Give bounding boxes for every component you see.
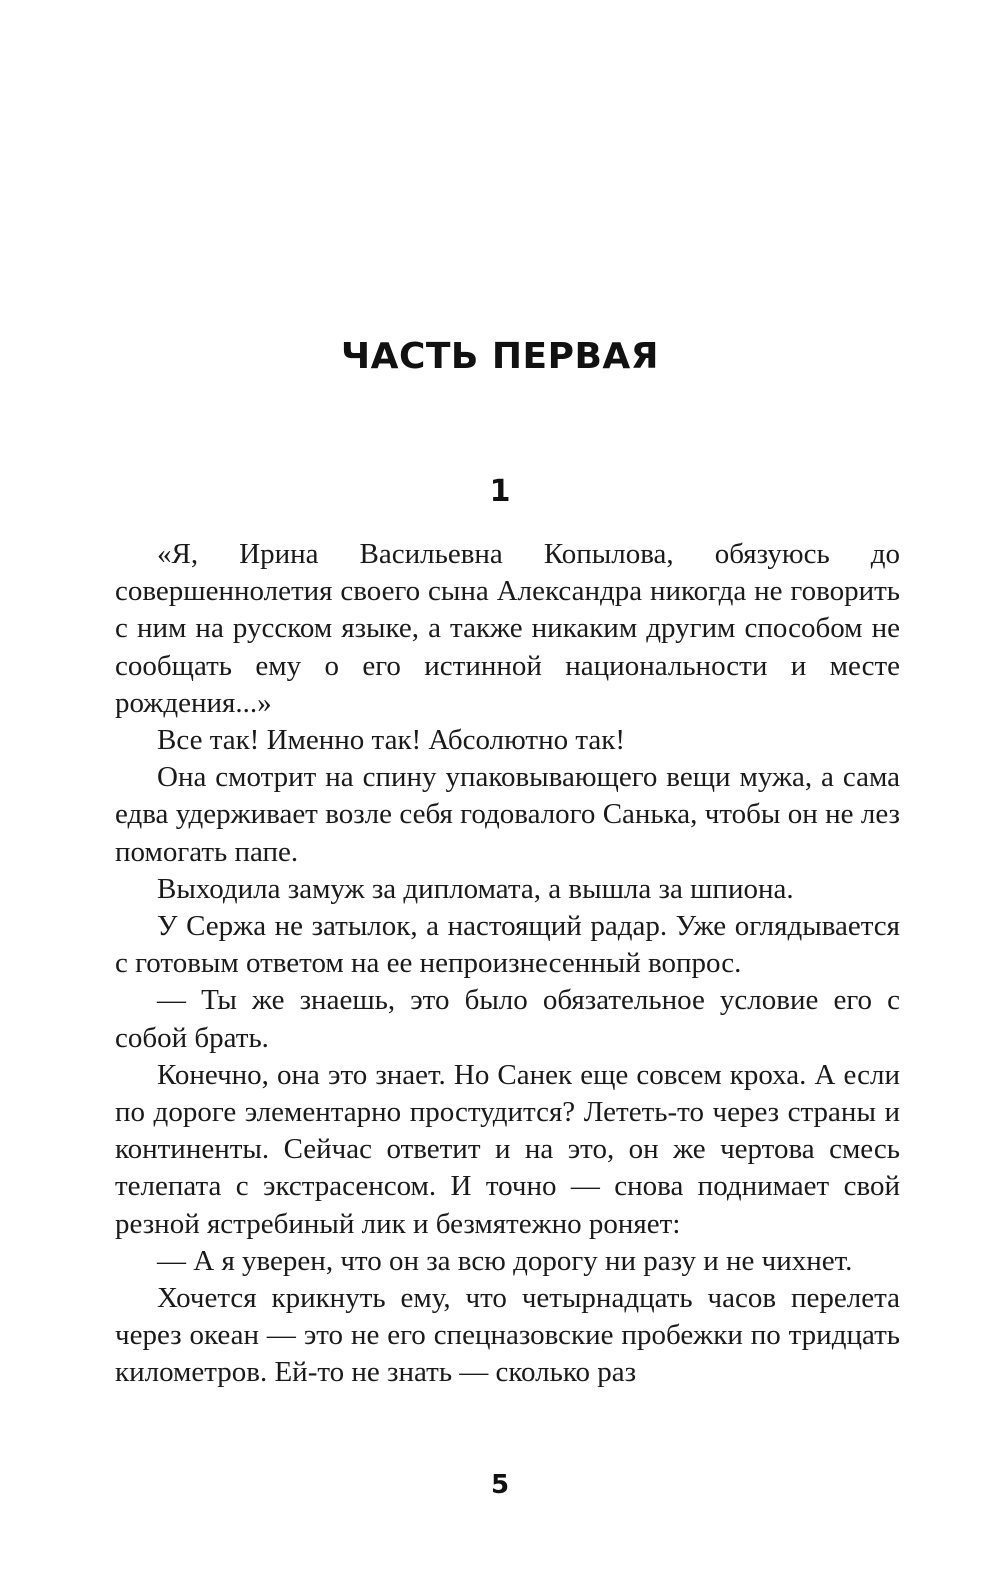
paragraph-5: У Сержа не затылок, а настоящий радар. Уже оглядывается с готовым ответом на ее непроизнесенный вопрос. — [115, 910, 900, 980]
paragraph-2: Все так! Именно так! Абсолютно так! — [157, 724, 625, 757]
paragraph-6: — Ты же знаешь, это было обязательное условие его с собой брать. — [115, 984, 900, 1054]
part-title: ЧАСТЬ ПЕРВАЯ — [340, 336, 660, 377]
paragraph-8: — А я уверен, что он за всю дорогу ни разу и не чихнет. — [157, 1244, 853, 1277]
paragraph-7: Конечно, она это знает. Но Санек еще совсем кроха. А если по дороге элементарно простудится? Лететь-то через страны и континенты. Сейчас ответит и на это, он же чертова смесь телепата с экстрасенсом. И точно — снова поднимает свой резной ястребиный лик и безмятежно роняет: — [115, 1058, 900, 1240]
paragraph-4: Выходила замуж за дипломата, а вышла за шпиона. — [157, 872, 794, 905]
page-number: 5 — [490, 1470, 510, 1500]
chapter-number: 1 — [489, 474, 511, 509]
paragraph-1: «Я, Ирина Васильевна Копылова, обязуюсь до совершеннолетия своего сына Александра никогда не говорить с ним на русском языке, а также никаким другим способом не сообщать ему о его истинной национальности и месте рождения...» — [115, 538, 900, 719]
paragraph-9: Хочется крикнуть ему, что четырнадцать часов перелета через океан — это не его спецназовские пробежки по тридцать километров. Ей-то не знать — сколько раз — [115, 1282, 900, 1389]
paragraph-3: Она смотрит на спину упаковывающего вещи мужа, а сама едва удерживает возле себя годовалого Санька, чтобы он не лез помогать папе. — [115, 761, 900, 868]
body-text — [115, 536, 900, 1392]
